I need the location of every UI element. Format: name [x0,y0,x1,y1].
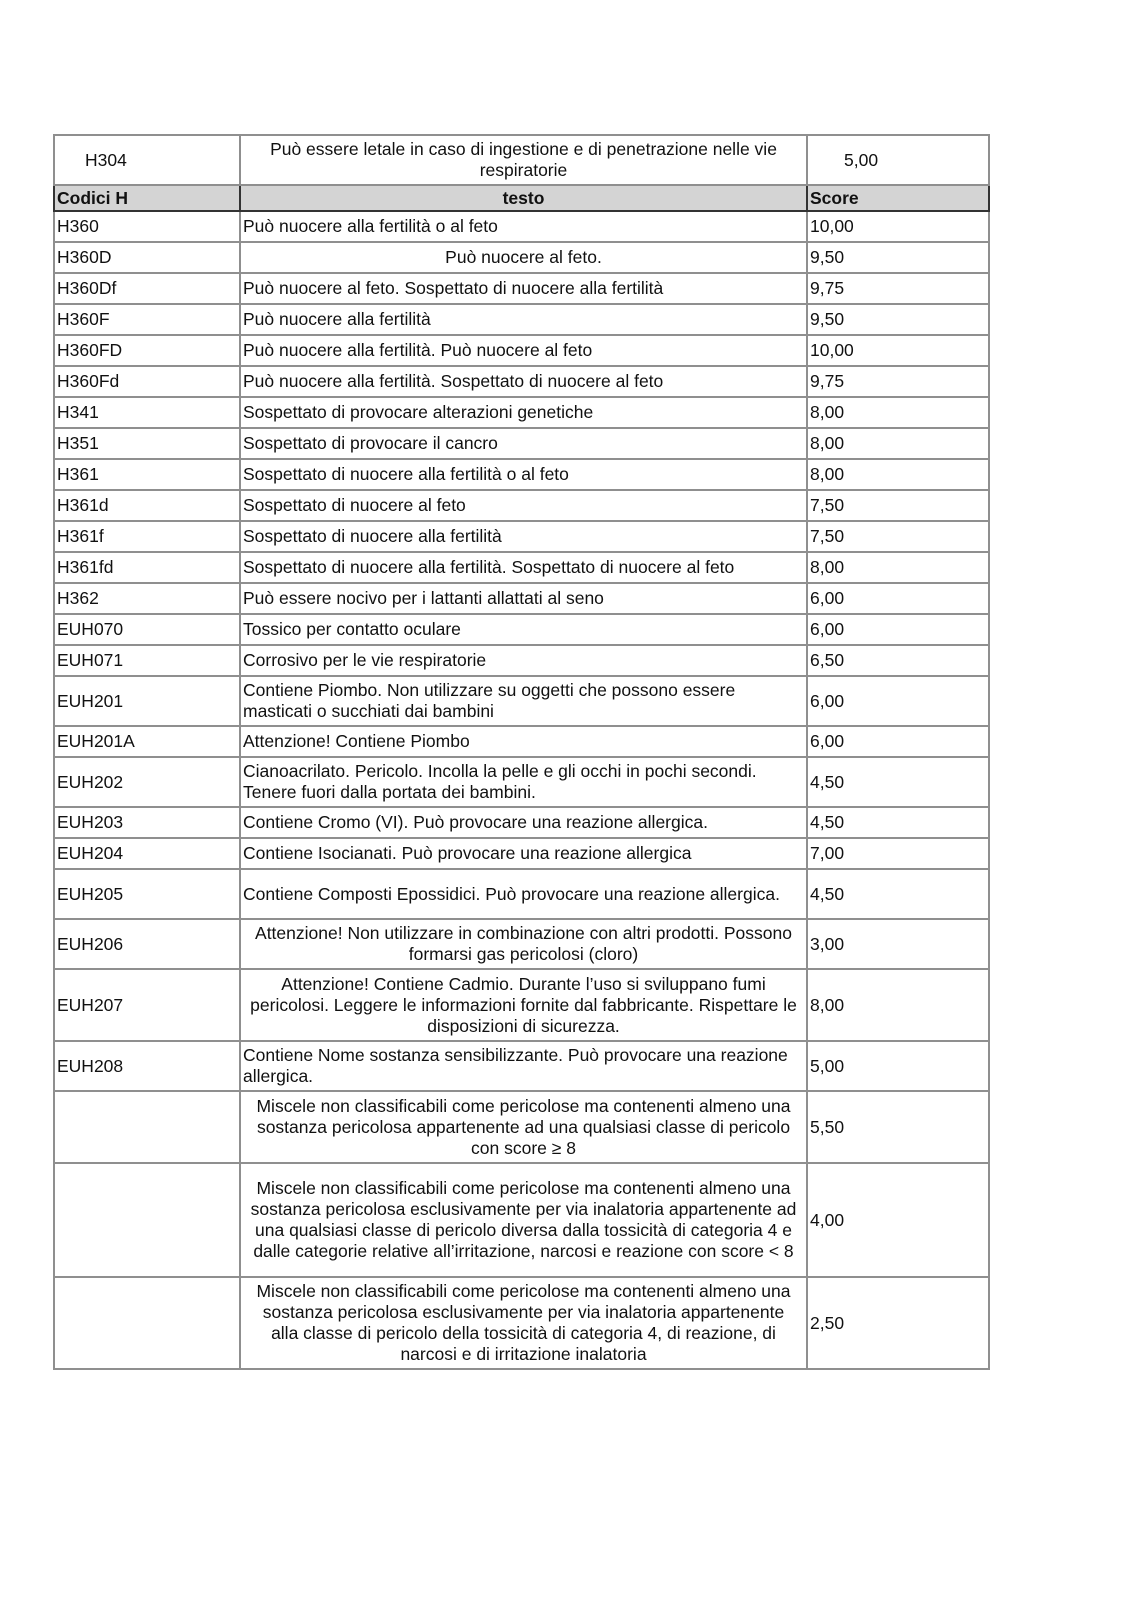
text-cell: Attenzione! Non utilizzare in combinazione con altri prodotti. Possono formarsi gas pericolosi (cloro) [240,919,807,969]
score-cell: 8,00 [807,428,989,459]
text-cell: Cianoacrilato. Pericolo. Incolla la pelle e gli occhi in pochi secondi. Tenere fuori dalla portata dei bambini. [240,757,807,807]
code-cell [54,1163,240,1277]
score-cell: 4,50 [807,807,989,838]
code-cell: H360Fd [54,366,240,397]
text-cell: Contiene Cromo (VI). Può provocare una reazione allergica. [240,807,807,838]
text-cell: Contiene Composti Epossidici. Può provocare una reazione allergica. [240,869,807,919]
table-row [54,459,989,490]
code-cell: H351 [54,428,240,459]
table-row [54,135,989,185]
table-row [54,211,989,242]
table-row [54,583,989,614]
code-cell: EUH201A [54,726,240,757]
table-row [54,1091,989,1163]
text-cell: Attenzione! Contiene Piombo [240,726,807,757]
table-row [54,919,989,969]
text-cell: Sospettato di nuocere alla fertilità. Sospettato di nuocere al feto [240,552,807,583]
table-row [54,757,989,807]
text-cell: Può nuocere al feto. Sospettato di nuocere alla fertilità [240,273,807,304]
table-row [54,969,989,1041]
code-cell: EUH203 [54,807,240,838]
table-row [54,838,989,869]
code-cell: H361f [54,521,240,552]
score-cell: 9,50 [807,242,989,273]
score-cell: 7,00 [807,838,989,869]
text-cell: Sospettato di nuocere alla fertilità [240,521,807,552]
code-cell: EUH208 [54,1041,240,1091]
text-cell: Contiene Piombo. Non utilizzare su oggetti che possono essere masticati o succhiati dai bambini [240,676,807,726]
score-cell: 6,00 [807,583,989,614]
score-cell: 8,00 [807,969,989,1041]
text-cell: Sospettato di provocare il cancro [240,428,807,459]
text-cell: Può essere letale in caso di ingestione e di penetrazione nelle vie respiratorie [240,135,807,185]
text-cell: Può essere nocivo per i lattanti allattati al seno [240,583,807,614]
table-row [54,676,989,726]
code-cell: H360 [54,211,240,242]
header-text: testo [240,185,807,211]
code-cell [54,1091,240,1163]
header-code: Codici H [54,185,240,211]
code-cell: EUH071 [54,645,240,676]
text-cell: Può nuocere al feto. [240,242,807,273]
table-row [54,552,989,583]
table-row [54,726,989,757]
table-row [54,645,989,676]
text-cell: Miscele non classificabili come pericolose ma contenenti almeno una sostanza pericolosa appartenente ad una qualsiasi classe di pericolo con score ≥ 8 [240,1091,807,1163]
table-body [54,135,989,1369]
table-row [54,807,989,838]
score-cell: 8,00 [807,459,989,490]
table-row [54,1163,989,1277]
header-score: Score [807,185,989,211]
table-header-row [54,185,989,211]
score-cell: 5,00 [807,1041,989,1091]
text-cell: Tossico per contatto oculare [240,614,807,645]
hazard-codes-table [53,134,990,1370]
code-cell: H362 [54,583,240,614]
code-cell: H361fd [54,552,240,583]
text-cell: Sospettato di nuocere al feto [240,490,807,521]
score-cell: 6,00 [807,726,989,757]
score-cell: 2,50 [807,1277,989,1369]
text-cell: Miscele non classificabili come pericolose ma contenenti almeno una sostanza pericolosa esclusivamente per via inalatoria appartenente alla classe di pericolo della tossicità di categoria 4, di reazione, di narcosi e di irritazione inalatoria [240,1277,807,1369]
text-cell: Contiene Nome sostanza sensibilizzante. Può provocare una reazione allergica. [240,1041,807,1091]
score-cell: 3,00 [807,919,989,969]
score-cell: 6,00 [807,676,989,726]
code-cell: H360F [54,304,240,335]
code-cell: EUH204 [54,838,240,869]
code-cell: EUH206 [54,919,240,969]
score-cell: 4,50 [807,869,989,919]
score-cell: 6,00 [807,614,989,645]
score-cell: 8,00 [807,552,989,583]
code-cell: H361 [54,459,240,490]
table-row [54,869,989,919]
score-cell: 5,00 [807,135,989,185]
text-cell: Può nuocere alla fertilità. Sospettato di nuocere al feto [240,366,807,397]
table-row [54,366,989,397]
text-cell: Miscele non classificabili come pericolose ma contenenti almeno una sostanza pericolosa esclusivamente per via inalatoria appartenente ad una qualsiasi classe di pericolo diversa dalla tossicità di categoria 4 e dalle categorie relative all’irritazione, narcosi e reazione con score < 8 [240,1163,807,1277]
table-row [54,521,989,552]
code-cell: EUH202 [54,757,240,807]
text-cell: Sospettato di nuocere alla fertilità o al feto [240,459,807,490]
code-cell: EUH201 [54,676,240,726]
table-row [54,1041,989,1091]
score-cell: 10,00 [807,335,989,366]
table-row [54,428,989,459]
code-cell: EUH207 [54,969,240,1041]
code-cell: H360FD [54,335,240,366]
score-cell: 9,75 [807,366,989,397]
text-cell: Può nuocere alla fertilità [240,304,807,335]
text-cell: Sospettato di provocare alterazioni genetiche [240,397,807,428]
code-cell: EUH070 [54,614,240,645]
table-row [54,304,989,335]
code-cell: H361d [54,490,240,521]
score-cell: 4,00 [807,1163,989,1277]
score-cell: 9,50 [807,304,989,335]
table-row [54,1277,989,1369]
code-cell: H341 [54,397,240,428]
code-cell: H360Df [54,273,240,304]
text-cell: Corrosivo per le vie respiratorie [240,645,807,676]
code-cell: H360D [54,242,240,273]
text-cell: Può nuocere alla fertilità. Può nuocere al feto [240,335,807,366]
score-cell: 7,50 [807,521,989,552]
text-cell: Può nuocere alla fertilità o al feto [240,211,807,242]
table-row [54,242,989,273]
score-cell: 4,50 [807,757,989,807]
score-cell: 9,75 [807,273,989,304]
score-cell: 7,50 [807,490,989,521]
code-cell: EUH205 [54,869,240,919]
table-row [54,614,989,645]
code-cell [54,1277,240,1369]
score-cell: 10,00 [807,211,989,242]
score-cell: 8,00 [807,397,989,428]
table-row [54,397,989,428]
table-row [54,273,989,304]
score-cell: 6,50 [807,645,989,676]
table-row [54,335,989,366]
table-row [54,490,989,521]
score-cell: 5,50 [807,1091,989,1163]
text-cell: Attenzione! Contiene Cadmio. Durante l’uso si sviluppano fumi pericolosi. Leggere le informazioni fornite dal fabbricante. Rispettare le disposizioni di sicurezza. [240,969,807,1041]
text-cell: Contiene Isocianati. Può provocare una reazione allergica [240,838,807,869]
code-cell: H304 [54,135,240,185]
